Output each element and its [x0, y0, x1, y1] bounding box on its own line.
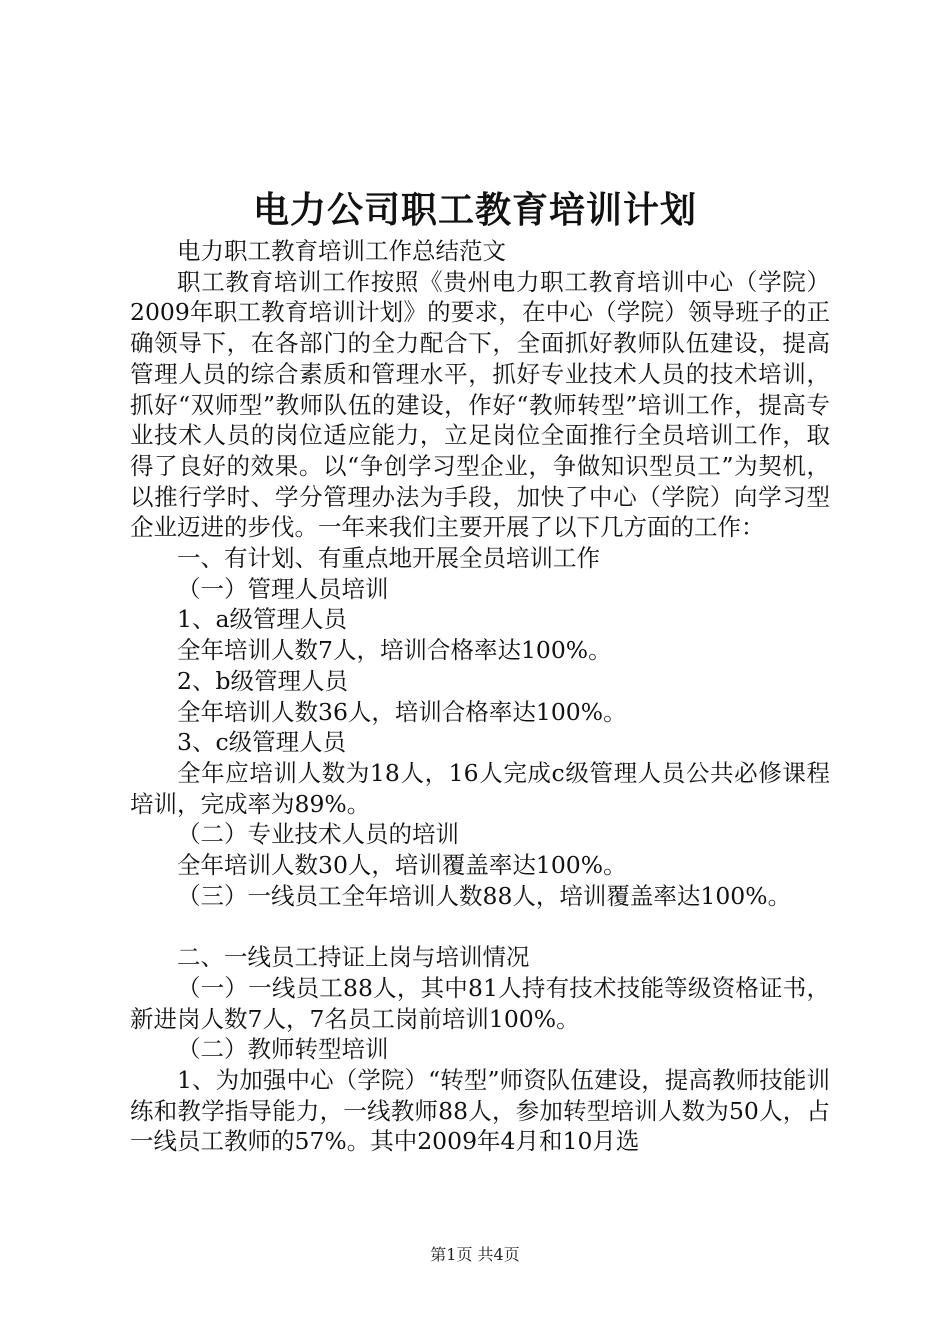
paragraph-b-level-result: 全年培训人数36人，培训合格率达100%。: [177, 697, 627, 726]
section-heading-1: 一、有计划、有重点地开展全员培训工作: [177, 544, 600, 573]
subsection-heading-1-2: （二）专业技术人员的培训: [177, 820, 459, 849]
page-footer: 第1页 共4页: [430, 1245, 520, 1264]
paragraph-a-level-result: 全年培训人数7人，培训合格率达100%。: [177, 636, 612, 665]
section-heading-2: 二、一线员工持证上岗与培训情况: [177, 943, 530, 972]
paragraph-technical-result: 全年培训人数30人，培训覆盖率达100%。: [177, 851, 627, 880]
list-item-b-level: 2、b级管理人员: [177, 666, 348, 695]
document-body: [130, 236, 830, 1157]
paragraph-teacher-transform: 1、为加强中心（学院）“转型”师资队伍建设，提高教师技能训练和教学指导能力，一线教师88人，参加转型培训人数为50人，占一线员工教师的57%。其中2009年4月和10月选: [130, 1065, 830, 1156]
list-item-a-level: 1、a级管理人员: [177, 605, 347, 634]
subsection-heading-1-1: （一）管理人员培训: [177, 574, 389, 603]
paragraph-c-level-result: 全年应培训人数为18人，16人完成c级管理人员公共必修课程培训，完成率为89%。: [130, 758, 830, 818]
subsection-heading-1-3: （三）一线员工全年培训人数88人，培训覆盖率达100%。: [177, 881, 792, 910]
paragraph-subtitle: 电力职工教育培训工作总结范文: [177, 237, 506, 265]
paragraph-intro: 职工教育培训工作按照《贵州电力职工教育培训中心（学院）2009年职工教育培训计划》的要求，在中心（学院）领导班子的正确领导下，在各部门的全力配合下，全面抓好教师队伍建设，提高管理人员的综合素质和管理水平，抓好专业技术人员的技术培训，抓好“双师型”教师队伍的建设，作好“教师转型”培训工作，提高专业技术人员的岗位适应能力，立足岗位全面推行全员培训工作，取得了良好的效果。以“争创学习型企业，争做知识型员工”为契机，以推行学时、学分管理办法为手段，加快了中心（学院）向学习型企业迈进的步伐。一年来我们主要开展了以下几方面的工作：: [130, 267, 830, 542]
blank-line: [130, 911, 830, 942]
document-title: 电力公司职工教育培训计划: [252, 189, 697, 231]
list-item-c-level: 3、c级管理人员: [177, 728, 347, 757]
subsection-heading-2-2: （二）教师转型培训: [177, 1035, 389, 1064]
subsection-heading-2-1: （一）一线员工88人，其中81人持有技术技能等级资格证书，新进岗人数7人，7名员工岗前培训100%。: [130, 973, 830, 1033]
